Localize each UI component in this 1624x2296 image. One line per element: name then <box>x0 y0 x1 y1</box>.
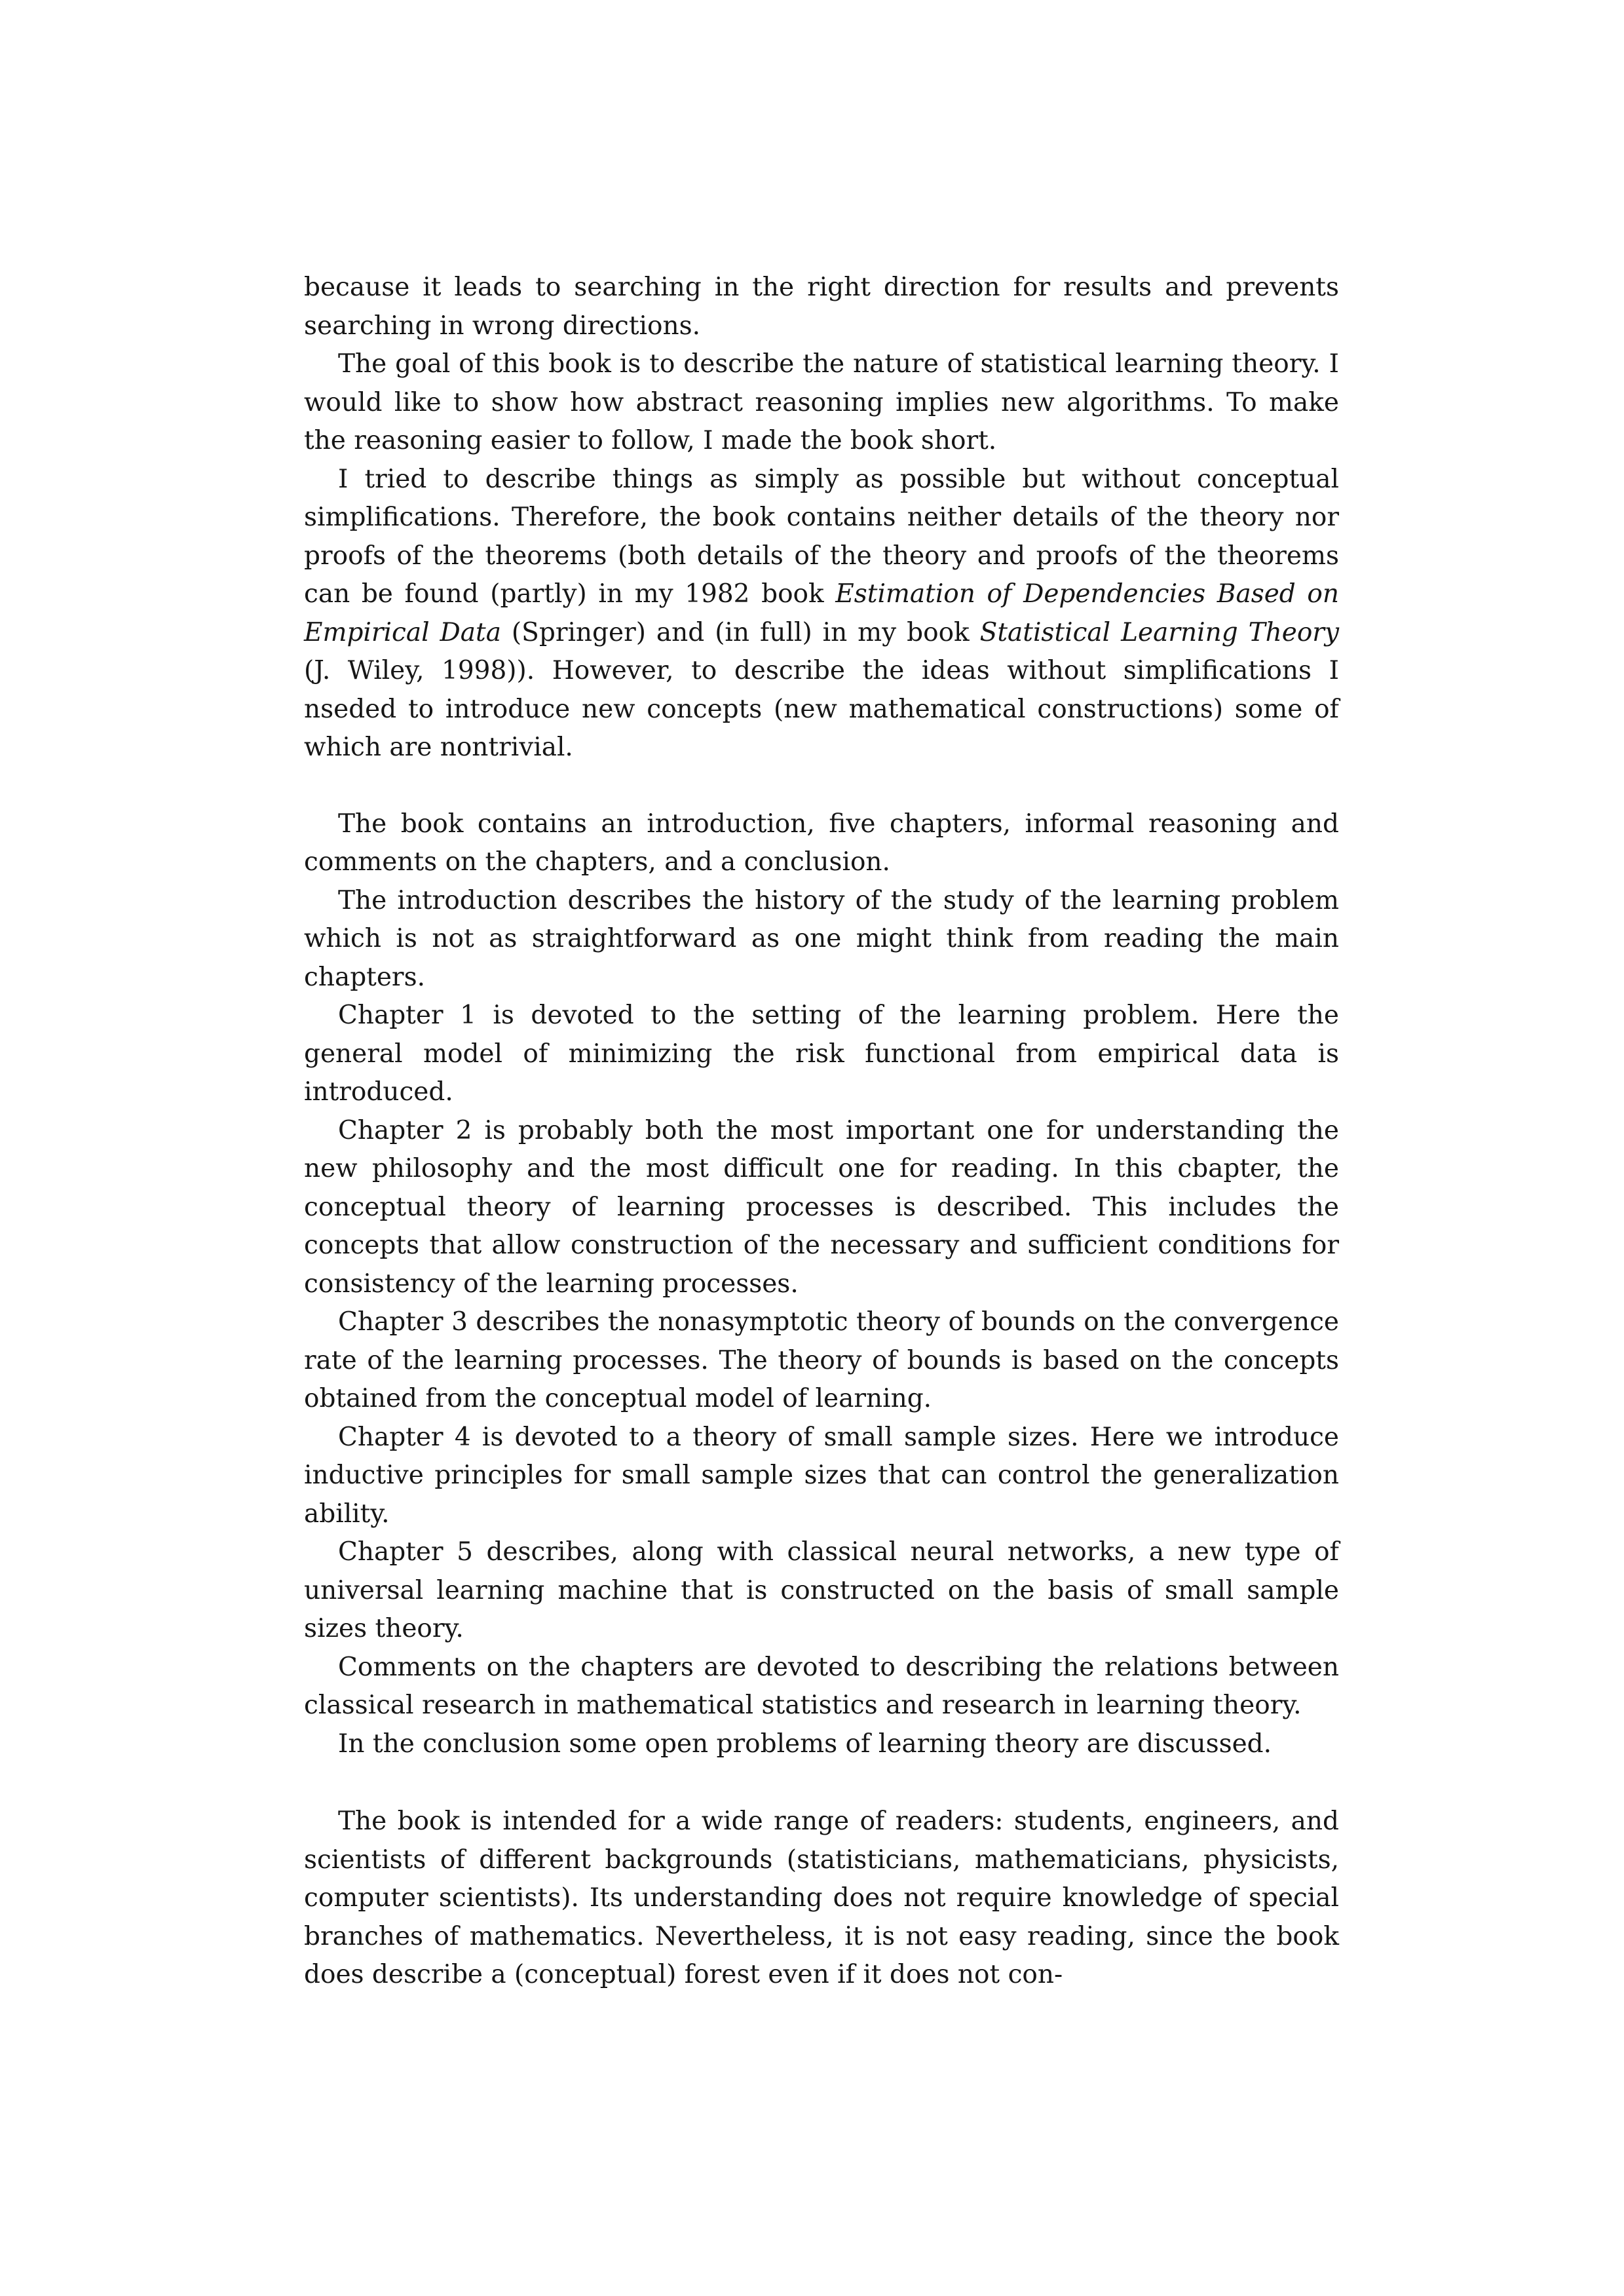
paragraph-readership: The book is intended for a wide range of readers: students, engineers, and scientists of different backgrounds (statisticians, mathematicians, physicists, computer scientists). Its understanding does not require knowledge of special branches of mathematics. Nevertheless, it is not easy reading, since the book does describe a (conceptual) forest even if it does not con- <box>304 1807 1339 1989</box>
page-body <box>304 269 1339 1995</box>
paragraph-simplifications <box>304 461 1339 767</box>
paragraph-chapter-4: Chapter 4 is devoted to a theory of small sample sizes. Here we introduce inductive principles for small sample sizes that can control the generalization ability. <box>304 1422 1339 1529</box>
paragraph-continuation: because it leads to searching in the right direction for results and prevents searching in wrong directions. <box>304 273 1339 341</box>
paragraph-chapter-1: Chapter 1 is devoted to the setting of the learning problem. Here the general model of minimizing the risk functional from empirical data is introduced. <box>304 1001 1339 1107</box>
book-title-italic: Statistical Learning Theory <box>979 617 1339 647</box>
paragraph-introduction: The introduction describes the history of the study of the learning problem which is not as straightforward as one might think from reading the main chapters. <box>304 885 1339 992</box>
text-span: (J. Wiley, 1998)). However, to describe the ideas without simplifications I nseded to introduce new concepts (new mathematical constructions) some of which are nontrivial. <box>304 656 1339 762</box>
paragraph-conclusion: In the conclusion some open problems of learning theory are discussed. <box>338 1729 1272 1759</box>
paragraph-chapter-3: Chapter 3 describes the nonasymptotic theory of bounds on the convergence rate of the learning processes. The theory of bounds is based on the concepts obtained from the conceptual model of learning. <box>304 1307 1339 1413</box>
paragraph-chapter-5: Chapter 5 describes, along with classical neural networks, a new type of universal learning machine that is constructed on the basis of small sample sizes theory. <box>304 1537 1339 1643</box>
paragraph-comments: Comments on the chapters are devoted to describing the relations between classical research in mathematical statistics and research in learning theory. <box>304 1652 1339 1720</box>
text-span: I tried to describe things as simply as possible but without conceptual simplifications. Therefore, the book contains neither details of the theory nor proofs of the theorems (both details of the theory and proofs of the theorems can be found (partly) in my 1982 book <box>304 464 1339 609</box>
book-title-italic: Estimation of Dependencies Based on Empirical Data <box>304 579 1339 647</box>
paragraph-book-contents: The book contains an introduction, five chapters, informal reasoning and comments on the chapters, and a conclusion. <box>304 809 1339 877</box>
paragraph-book-goal: The goal of this book is to describe the nature of statistical learning theory. I would like to show how abstract reasoning implies new algorithms. To make the reasoning easier to follow, I made the book short. <box>304 349 1339 455</box>
paragraph-chapter-2: Chapter 2 is probably both the most important one for understanding the new philosophy and the most difficult one for reading. In this cbapter, the conceptual theory of learning processes is described. This includes the concepts that allow construction of the necessary and sufficient conditions for consistency of the learning processes. <box>304 1115 1339 1299</box>
text-span: (Springer) and (in full) in my book <box>500 617 980 647</box>
